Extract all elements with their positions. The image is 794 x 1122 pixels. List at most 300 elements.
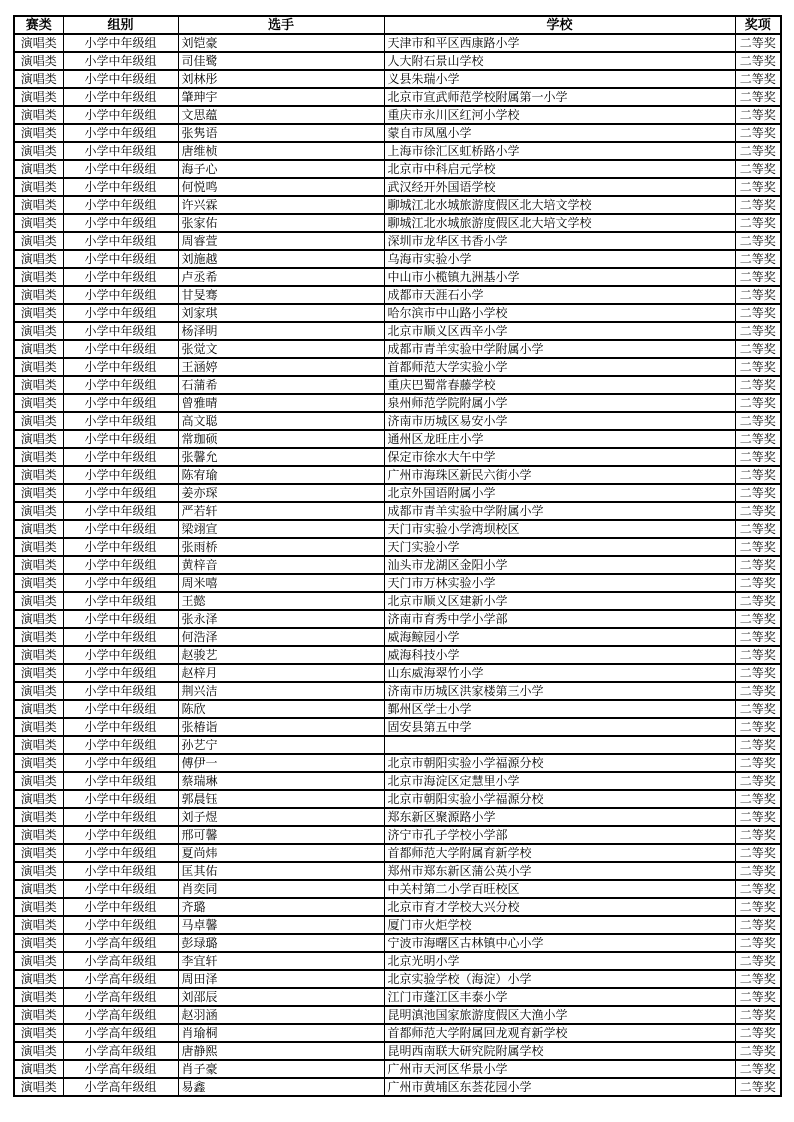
cell-group: 小学中年级组 xyxy=(63,592,178,610)
cell-contestant: 陈欣 xyxy=(178,700,384,718)
table-row xyxy=(14,736,781,754)
cell-award: 二等奖 xyxy=(735,304,781,322)
cell-category: 演唱类 xyxy=(14,358,63,376)
table-row xyxy=(14,682,781,700)
cell-school: 广州市海珠区新民六街小学 xyxy=(384,466,735,484)
cell-category: 演唱类 xyxy=(14,682,63,700)
cell-school: 郑东新区聚源路小学 xyxy=(384,808,735,826)
cell-school: 固安县第五中学 xyxy=(384,718,735,736)
cell-award: 二等奖 xyxy=(735,430,781,448)
cell-category: 演唱类 xyxy=(14,52,63,70)
cell-award: 二等奖 xyxy=(735,664,781,682)
cell-contestant: 张隽语 xyxy=(178,124,384,142)
table-row xyxy=(14,772,781,790)
cell-contestant: 严若轩 xyxy=(178,502,384,520)
cell-award: 二等奖 xyxy=(735,700,781,718)
cell-school: 武汉经开外国语学校 xyxy=(384,178,735,196)
table-row xyxy=(14,502,781,520)
cell-group: 小学高年级组 xyxy=(63,1060,178,1078)
cell-group: 小学中年级组 xyxy=(63,268,178,286)
cell-group: 小学中年级组 xyxy=(63,484,178,502)
cell-school xyxy=(384,736,735,754)
cell-award: 二等奖 xyxy=(735,484,781,502)
cell-group: 小学中年级组 xyxy=(63,718,178,736)
cell-award: 二等奖 xyxy=(735,1024,781,1042)
cell-contestant: 马卓馨 xyxy=(178,916,384,934)
cell-category: 演唱类 xyxy=(14,880,63,898)
cell-category: 演唱类 xyxy=(14,142,63,160)
cell-contestant: 周米嘻 xyxy=(178,574,384,592)
cell-category: 演唱类 xyxy=(14,88,63,106)
cell-contestant: 刘邵辰 xyxy=(178,988,384,1006)
cell-contestant: 孙艺宁 xyxy=(178,736,384,754)
cell-category: 演唱类 xyxy=(14,232,63,250)
cell-award: 二等奖 xyxy=(735,880,781,898)
cell-school: 广州市天河区华景小学 xyxy=(384,1060,735,1078)
cell-group: 小学中年级组 xyxy=(63,124,178,142)
cell-category: 演唱类 xyxy=(14,376,63,394)
cell-contestant: 周田泽 xyxy=(178,970,384,988)
cell-contestant: 王涵婷 xyxy=(178,358,384,376)
cell-school: 北京市顺义区建新小学 xyxy=(384,592,735,610)
cell-category: 演唱类 xyxy=(14,934,63,952)
cell-group: 小学中年级组 xyxy=(63,556,178,574)
cell-category: 演唱类 xyxy=(14,664,63,682)
table-row xyxy=(14,376,781,394)
cell-category: 演唱类 xyxy=(14,268,63,286)
cell-contestant: 张雨桥 xyxy=(178,538,384,556)
cell-category: 演唱类 xyxy=(14,592,63,610)
table-row xyxy=(14,862,781,880)
table-row xyxy=(14,1006,781,1024)
cell-contestant: 肖奕同 xyxy=(178,880,384,898)
table-row xyxy=(14,412,781,430)
table-row xyxy=(14,646,781,664)
cell-contestant: 文思蕴 xyxy=(178,106,384,124)
cell-school: 厦门市火炬学校 xyxy=(384,916,735,934)
cell-category: 演唱类 xyxy=(14,484,63,502)
cell-contestant: 齐璐 xyxy=(178,898,384,916)
cell-school: 江门市蓬江区丰泰小学 xyxy=(384,988,735,1006)
cell-group: 小学中年级组 xyxy=(63,340,178,358)
cell-contestant: 张永泽 xyxy=(178,610,384,628)
cell-category: 演唱类 xyxy=(14,988,63,1006)
cell-category: 演唱类 xyxy=(14,178,63,196)
cell-school: 北京实验学校（海淀）小学 xyxy=(384,970,735,988)
cell-category: 演唱类 xyxy=(14,1078,63,1096)
cell-group: 小学中年级组 xyxy=(63,790,178,808)
cell-school: 北京市朝阳实验小学福源分校 xyxy=(384,754,735,772)
cell-category: 演唱类 xyxy=(14,736,63,754)
cell-school: 昆明西南联大研究院附属学校 xyxy=(384,1042,735,1060)
cell-category: 演唱类 xyxy=(14,1042,63,1060)
cell-school: 首都师范大学实验小学 xyxy=(384,358,735,376)
table-row xyxy=(14,538,781,556)
table-row xyxy=(14,196,781,214)
cell-award: 二等奖 xyxy=(735,124,781,142)
cell-school: 哈尔滨市中山路小学校 xyxy=(384,304,735,322)
cell-school: 中山市小榄镇九洲基小学 xyxy=(384,268,735,286)
cell-group: 小学中年级组 xyxy=(63,916,178,934)
cell-category: 演唱类 xyxy=(14,106,63,124)
cell-school: 天门市万林实验小学 xyxy=(384,574,735,592)
cell-group: 小学高年级组 xyxy=(63,988,178,1006)
cell-group: 小学高年级组 xyxy=(63,934,178,952)
cell-contestant: 常珈硕 xyxy=(178,430,384,448)
cell-school: 宁波市海曙区古林镇中心小学 xyxy=(384,934,735,952)
cell-contestant: 王懿 xyxy=(178,592,384,610)
cell-school: 深圳市龙华区书香小学 xyxy=(384,232,735,250)
cell-school: 北京市宣武师范学校附属第一小学 xyxy=(384,88,735,106)
cell-school: 广州市黄埔区东荟花园小学 xyxy=(384,1078,735,1096)
cell-group: 小学中年级组 xyxy=(63,772,178,790)
table-row xyxy=(14,700,781,718)
cell-category: 演唱类 xyxy=(14,718,63,736)
table-row xyxy=(14,574,781,592)
cell-contestant: 张觉文 xyxy=(178,340,384,358)
table-row xyxy=(14,88,781,106)
cell-category: 演唱类 xyxy=(14,196,63,214)
cell-category: 演唱类 xyxy=(14,214,63,232)
cell-award: 二等奖 xyxy=(735,556,781,574)
cell-school: 济南市育秀中学小学部 xyxy=(384,610,735,628)
table-row xyxy=(14,610,781,628)
cell-category: 演唱类 xyxy=(14,1006,63,1024)
cell-group: 小学中年级组 xyxy=(63,826,178,844)
cell-school: 鄞州区学士小学 xyxy=(384,700,735,718)
table-row xyxy=(14,718,781,736)
table-row xyxy=(14,808,781,826)
table-row xyxy=(14,844,781,862)
cell-category: 演唱类 xyxy=(14,502,63,520)
cell-award: 二等奖 xyxy=(735,520,781,538)
cell-contestant: 司佳鹭 xyxy=(178,52,384,70)
cell-contestant: 唐静熙 xyxy=(178,1042,384,1060)
cell-category: 演唱类 xyxy=(14,448,63,466)
table-row xyxy=(14,286,781,304)
cell-award: 二等奖 xyxy=(735,142,781,160)
table-row xyxy=(14,178,781,196)
award-results-table xyxy=(13,15,782,1097)
cell-group: 小学中年级组 xyxy=(63,250,178,268)
cell-group: 小学中年级组 xyxy=(63,178,178,196)
cell-category: 演唱类 xyxy=(14,844,63,862)
cell-group: 小学中年级组 xyxy=(63,358,178,376)
cell-category: 演唱类 xyxy=(14,70,63,88)
table-row xyxy=(14,826,781,844)
table-row xyxy=(14,952,781,970)
cell-contestant: 肖子豪 xyxy=(178,1060,384,1078)
table-row xyxy=(14,214,781,232)
cell-school: 聊城江北水城旅游度假区北大培文学校 xyxy=(384,196,735,214)
cell-group: 小学中年级组 xyxy=(63,412,178,430)
cell-award: 二等奖 xyxy=(735,232,781,250)
cell-award: 二等奖 xyxy=(735,502,781,520)
cell-school: 威海鲸园小学 xyxy=(384,628,735,646)
cell-category: 演唱类 xyxy=(14,556,63,574)
cell-group: 小学高年级组 xyxy=(63,1042,178,1060)
table-row xyxy=(14,430,781,448)
cell-contestant: 荆兴洁 xyxy=(178,682,384,700)
cell-category: 演唱类 xyxy=(14,340,63,358)
cell-group: 小学中年级组 xyxy=(63,538,178,556)
table-row xyxy=(14,790,781,808)
cell-group: 小学中年级组 xyxy=(63,304,178,322)
cell-contestant: 张椿诣 xyxy=(178,718,384,736)
cell-group: 小学中年级组 xyxy=(63,754,178,772)
cell-contestant: 刘林彤 xyxy=(178,70,384,88)
cell-contestant: 张馨允 xyxy=(178,448,384,466)
cell-award: 二等奖 xyxy=(735,1078,781,1096)
cell-award: 二等奖 xyxy=(735,250,781,268)
cell-award: 二等奖 xyxy=(735,736,781,754)
header-row xyxy=(14,16,781,34)
cell-award: 二等奖 xyxy=(735,772,781,790)
cell-group: 小学中年级组 xyxy=(63,286,178,304)
cell-school: 成都市天涯石小学 xyxy=(384,286,735,304)
cell-category: 演唱类 xyxy=(14,466,63,484)
cell-group: 小学中年级组 xyxy=(63,898,178,916)
cell-category: 演唱类 xyxy=(14,124,63,142)
cell-category: 演唱类 xyxy=(14,754,63,772)
header-group: 组别 xyxy=(63,16,178,34)
table-row xyxy=(14,250,781,268)
cell-group: 小学中年级组 xyxy=(63,664,178,682)
header-award: 奖项 xyxy=(735,16,781,34)
cell-group: 小学高年级组 xyxy=(63,1006,178,1024)
cell-award: 二等奖 xyxy=(735,466,781,484)
cell-group: 小学中年级组 xyxy=(63,160,178,178)
table-row xyxy=(14,970,781,988)
cell-award: 二等奖 xyxy=(735,268,781,286)
header-contestant: 选手 xyxy=(178,16,384,34)
cell-group: 小学中年级组 xyxy=(63,574,178,592)
cell-award: 二等奖 xyxy=(735,196,781,214)
cell-contestant: 石蒲希 xyxy=(178,376,384,394)
cell-group: 小学中年级组 xyxy=(63,502,178,520)
table-row xyxy=(14,934,781,952)
cell-contestant: 黄梓音 xyxy=(178,556,384,574)
cell-contestant: 邢可馨 xyxy=(178,826,384,844)
table-row xyxy=(14,1042,781,1060)
table-row xyxy=(14,1078,781,1096)
table-row xyxy=(14,1060,781,1078)
cell-category: 演唱类 xyxy=(14,430,63,448)
cell-school: 重庆巴蜀常春藤学校 xyxy=(384,376,735,394)
cell-award: 二等奖 xyxy=(735,70,781,88)
cell-award: 二等奖 xyxy=(735,682,781,700)
cell-award: 二等奖 xyxy=(735,448,781,466)
cell-school: 成都市青羊实验中学附属小学 xyxy=(384,502,735,520)
cell-school: 首都师范大学附属回龙观育新学校 xyxy=(384,1024,735,1042)
header-school: 学校 xyxy=(384,16,735,34)
cell-school: 上海市徐汇区虹桥路小学 xyxy=(384,142,735,160)
cell-group: 小学高年级组 xyxy=(63,1078,178,1096)
cell-school: 济南市历城区易安小学 xyxy=(384,412,735,430)
header-category: 赛类 xyxy=(14,16,63,34)
cell-award: 二等奖 xyxy=(735,322,781,340)
cell-contestant: 蔡瑞琳 xyxy=(178,772,384,790)
cell-award: 二等奖 xyxy=(735,160,781,178)
table-row xyxy=(14,988,781,1006)
cell-group: 小学中年级组 xyxy=(63,34,178,52)
cell-category: 演唱类 xyxy=(14,574,63,592)
cell-group: 小学中年级组 xyxy=(63,70,178,88)
cell-school: 通州区龙旺庄小学 xyxy=(384,430,735,448)
cell-award: 二等奖 xyxy=(735,790,781,808)
cell-category: 演唱类 xyxy=(14,916,63,934)
cell-award: 二等奖 xyxy=(735,340,781,358)
cell-award: 二等奖 xyxy=(735,628,781,646)
cell-school: 郑州市郑东新区蒲公英小学 xyxy=(384,862,735,880)
table-row xyxy=(14,466,781,484)
cell-contestant: 肖瑜桐 xyxy=(178,1024,384,1042)
cell-category: 演唱类 xyxy=(14,826,63,844)
cell-group: 小学高年级组 xyxy=(63,952,178,970)
cell-category: 演唱类 xyxy=(14,412,63,430)
cell-award: 二等奖 xyxy=(735,754,781,772)
table-row xyxy=(14,304,781,322)
cell-contestant: 彭琭璐 xyxy=(178,934,384,952)
table-row xyxy=(14,232,781,250)
cell-contestant: 刘子煜 xyxy=(178,808,384,826)
cell-contestant: 易鑫 xyxy=(178,1078,384,1096)
cell-award: 二等奖 xyxy=(735,88,781,106)
cell-category: 演唱类 xyxy=(14,700,63,718)
cell-group: 小学中年级组 xyxy=(63,196,178,214)
cell-category: 演唱类 xyxy=(14,250,63,268)
table-row xyxy=(14,70,781,88)
table-row xyxy=(14,880,781,898)
cell-contestant: 夏尚炜 xyxy=(178,844,384,862)
cell-school: 人大附石景山学校 xyxy=(384,52,735,70)
cell-school: 汕头市龙湖区金阳小学 xyxy=(384,556,735,574)
cell-school: 天津市和平区西康路小学 xyxy=(384,34,735,52)
cell-award: 二等奖 xyxy=(735,970,781,988)
cell-award: 二等奖 xyxy=(735,826,781,844)
cell-group: 小学中年级组 xyxy=(63,736,178,754)
cell-award: 二等奖 xyxy=(735,286,781,304)
cell-school: 重庆市永川区红河小学校 xyxy=(384,106,735,124)
cell-school: 北京市育才学校大兴分校 xyxy=(384,898,735,916)
table-row xyxy=(14,52,781,70)
cell-contestant: 赵梓月 xyxy=(178,664,384,682)
cell-category: 演唱类 xyxy=(14,520,63,538)
cell-award: 二等奖 xyxy=(735,52,781,70)
cell-group: 小学中年级组 xyxy=(63,700,178,718)
cell-school: 北京市顺义区西辛小学 xyxy=(384,322,735,340)
cell-contestant: 许兴霖 xyxy=(178,196,384,214)
cell-category: 演唱类 xyxy=(14,1060,63,1078)
cell-group: 小学中年级组 xyxy=(63,448,178,466)
cell-award: 二等奖 xyxy=(735,376,781,394)
cell-award: 二等奖 xyxy=(735,898,781,916)
cell-contestant: 刘铠豪 xyxy=(178,34,384,52)
cell-award: 二等奖 xyxy=(735,916,781,934)
cell-award: 二等奖 xyxy=(735,1006,781,1024)
table-row xyxy=(14,754,781,772)
table-row xyxy=(14,664,781,682)
cell-school: 天门市实验小学湾坝校区 xyxy=(384,520,735,538)
table-row xyxy=(14,394,781,412)
cell-contestant: 陈宥瑜 xyxy=(178,466,384,484)
cell-school: 北京市海淀区定慧里小学 xyxy=(384,772,735,790)
cell-category: 演唱类 xyxy=(14,304,63,322)
cell-contestant: 赵骏艺 xyxy=(178,646,384,664)
cell-category: 演唱类 xyxy=(14,286,63,304)
cell-school: 泉州师范学院附属小学 xyxy=(384,394,735,412)
cell-group: 小学高年级组 xyxy=(63,970,178,988)
cell-category: 演唱类 xyxy=(14,160,63,178)
cell-group: 小学中年级组 xyxy=(63,808,178,826)
cell-award: 二等奖 xyxy=(735,1042,781,1060)
cell-school: 首都师范大学附属育新学校 xyxy=(384,844,735,862)
cell-group: 小学中年级组 xyxy=(63,232,178,250)
cell-contestant: 姜亦琛 xyxy=(178,484,384,502)
cell-school: 威海科技小学 xyxy=(384,646,735,664)
cell-group: 小学高年级组 xyxy=(63,1024,178,1042)
table-row xyxy=(14,520,781,538)
table-body xyxy=(14,34,781,1096)
table-row xyxy=(14,358,781,376)
cell-category: 演唱类 xyxy=(14,34,63,52)
cell-contestant: 张家佑 xyxy=(178,214,384,232)
cell-school: 北京市朝阳实验小学福源分校 xyxy=(384,790,735,808)
cell-award: 二等奖 xyxy=(735,214,781,232)
cell-contestant: 刘施越 xyxy=(178,250,384,268)
cell-group: 小学中年级组 xyxy=(63,394,178,412)
cell-group: 小学中年级组 xyxy=(63,376,178,394)
cell-group: 小学中年级组 xyxy=(63,106,178,124)
table-row xyxy=(14,340,781,358)
cell-group: 小学中年级组 xyxy=(63,322,178,340)
cell-award: 二等奖 xyxy=(735,574,781,592)
cell-award: 二等奖 xyxy=(735,718,781,736)
cell-group: 小学中年级组 xyxy=(63,628,178,646)
cell-school: 成都市青羊实验中学附属小学 xyxy=(384,340,735,358)
table-row xyxy=(14,1024,781,1042)
cell-school: 乌海市实验小学 xyxy=(384,250,735,268)
cell-contestant: 匡其佑 xyxy=(178,862,384,880)
cell-award: 二等奖 xyxy=(735,34,781,52)
cell-award: 二等奖 xyxy=(735,592,781,610)
cell-award: 二等奖 xyxy=(735,808,781,826)
cell-school: 北京市中科启元学校 xyxy=(384,160,735,178)
cell-contestant: 赵羽涵 xyxy=(178,1006,384,1024)
cell-category: 演唱类 xyxy=(14,628,63,646)
cell-category: 演唱类 xyxy=(14,538,63,556)
table-row xyxy=(14,142,781,160)
cell-category: 演唱类 xyxy=(14,772,63,790)
cell-award: 二等奖 xyxy=(735,988,781,1006)
cell-group: 小学中年级组 xyxy=(63,52,178,70)
cell-contestant: 梁翊宣 xyxy=(178,520,384,538)
cell-school: 昆明滇池国家旅游度假区大渔小学 xyxy=(384,1006,735,1024)
cell-contestant: 肇珅宇 xyxy=(178,88,384,106)
cell-contestant: 傅伊一 xyxy=(178,754,384,772)
cell-school: 天门实验小学 xyxy=(384,538,735,556)
cell-group: 小学中年级组 xyxy=(63,844,178,862)
cell-school: 蒙自市凤凰小学 xyxy=(384,124,735,142)
cell-group: 小学中年级组 xyxy=(63,880,178,898)
table-row xyxy=(14,898,781,916)
cell-award: 二等奖 xyxy=(735,844,781,862)
cell-group: 小学中年级组 xyxy=(63,610,178,628)
cell-group: 小学中年级组 xyxy=(63,142,178,160)
cell-contestant: 海子心 xyxy=(178,160,384,178)
cell-contestant: 甘旻骞 xyxy=(178,286,384,304)
cell-school: 北京外国语附属小学 xyxy=(384,484,735,502)
